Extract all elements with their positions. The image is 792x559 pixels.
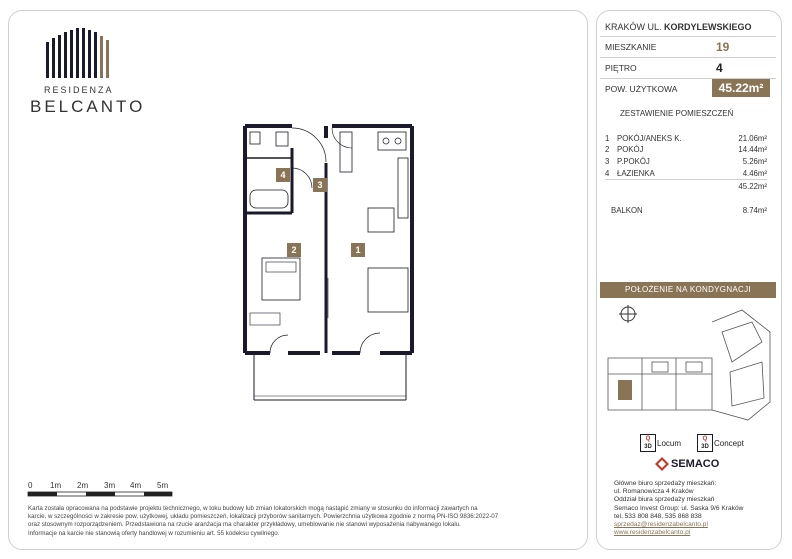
plan-room-2-label: 2 [287, 243, 301, 257]
plan-room-3-label: 3 [313, 178, 327, 192]
room-area: 4.46m² [742, 169, 767, 178]
divider [600, 36, 776, 37]
concept-mark-bottom: 3D [701, 444, 709, 450]
floor-position-map [602, 302, 774, 422]
room-name: POKÓJ [617, 145, 644, 154]
area-value: 45.22m² [712, 79, 770, 97]
room-num: 3 [605, 157, 610, 166]
address [605, 22, 752, 32]
semaco-icon [655, 457, 669, 471]
floor-value: 4 [716, 61, 723, 75]
scale-label-3m: 3m [104, 481, 116, 490]
divider [605, 179, 767, 180]
rooms-total: 45.22m² [738, 182, 767, 191]
disclaimer-line: Informacje na karcie nie stanowią oferty handlowej w rozumieniu art. 55 kodeksu cywilnego. [28, 529, 280, 537]
room-num: 1 [605, 134, 610, 143]
floor-plan [240, 118, 420, 408]
scale-label-4m: 4m [130, 481, 142, 490]
locum-mark-top: Q [645, 436, 651, 442]
locum-label: Locum [657, 439, 682, 448]
room-area: 5.26m² [742, 157, 767, 166]
scale-label-5m: 5m [157, 481, 169, 490]
room-num: 2 [605, 145, 610, 154]
room-area: 14.44m² [738, 145, 767, 154]
balcony-area: 8.74m² [742, 206, 767, 215]
locum-logo [640, 434, 656, 452]
plan-room-4-label: 4 [276, 168, 290, 182]
contact-line: Oddział biura sprzedaży mieszkań [614, 496, 715, 504]
disclaimer [28, 505, 568, 538]
scale-bar [26, 478, 176, 502]
room-name: ŁAZIENKA [617, 169, 655, 178]
concept-logo [697, 434, 713, 452]
scale-label-2m: 2m [77, 481, 89, 490]
area-label: POW. UŻYTKOWA [605, 84, 678, 94]
concept-label: Concept [714, 439, 744, 448]
balcony-label: BALKON [611, 206, 643, 215]
address-street: KORDYLEWSKIEGO [664, 22, 752, 32]
brand-line2: BELCANTO [30, 97, 146, 116]
address-prefix: KRAKÓW UL. [605, 22, 662, 32]
locum-mark-bottom: 3D [644, 444, 652, 450]
contact-block [614, 480, 780, 537]
semaco-label: SEMACO [671, 458, 720, 470]
contact-line: tel. 533 808 848, 535 868 838 [614, 512, 702, 520]
contact-email-link[interactable]: sprzedaz@residenzabelcanto.pl [614, 521, 708, 529]
room-name: P.POKÓJ [617, 157, 650, 166]
scale-label-0: 0 [28, 481, 33, 490]
contact-line: ul. Romanowicza 4 Kraków [614, 488, 694, 496]
apartment-label: MIESZKANIE [605, 42, 657, 52]
contact-line: Główne biuro sprzedaży mieszkań: [614, 480, 717, 487]
contact-website-link[interactable]: www.residenzabelcanto.pl [614, 529, 691, 537]
room-area: 21.06m² [738, 134, 767, 143]
disclaimer-line: karcie, w szczególności w zakresie pow. użytkowej, układu pomieszczeń, lokalizacji przyborów sanitarnych. Powierzchnia użytkowa zgodnie z normą PN-ISO 9836:2022-07 [28, 513, 499, 521]
plan-room-1-label: 1 [351, 243, 365, 257]
room-num: 4 [605, 169, 610, 178]
divider [600, 57, 776, 58]
brand-line1: RESIDENZA [44, 85, 114, 95]
disclaimer-line: oraz stosownym rozporządzeniem. Przedstawiona na rzucie aranżacja ma charakter przykładowy, umeblowanie nie stanowi wyposażenia nabywanego lokalu. [28, 521, 461, 529]
concept-mark-top: Q [702, 436, 708, 442]
scale-label-1m: 1m [50, 481, 62, 490]
floor-label: PIĘTRO [605, 63, 637, 73]
contact-line: Semaco Invest Group: ul. Saska 9/6 Kraków [614, 504, 744, 512]
apartment-value: 19 [716, 40, 730, 54]
floor-position-title: POŁOŻENIE NA KONDYGNACJI [600, 282, 776, 298]
room-name: POKÓJ/ANEKS K. [617, 134, 682, 143]
rooms-title: ZESTAWIENIE POMIESZCZEŃ [620, 109, 734, 118]
disclaimer-line: Karta została opracowana na podstawie projektu technicznego, w toku budowy lub zmian lokatorskich mogą nastąpić zmiany w stosunku do informacji zawartych na [28, 505, 478, 512]
